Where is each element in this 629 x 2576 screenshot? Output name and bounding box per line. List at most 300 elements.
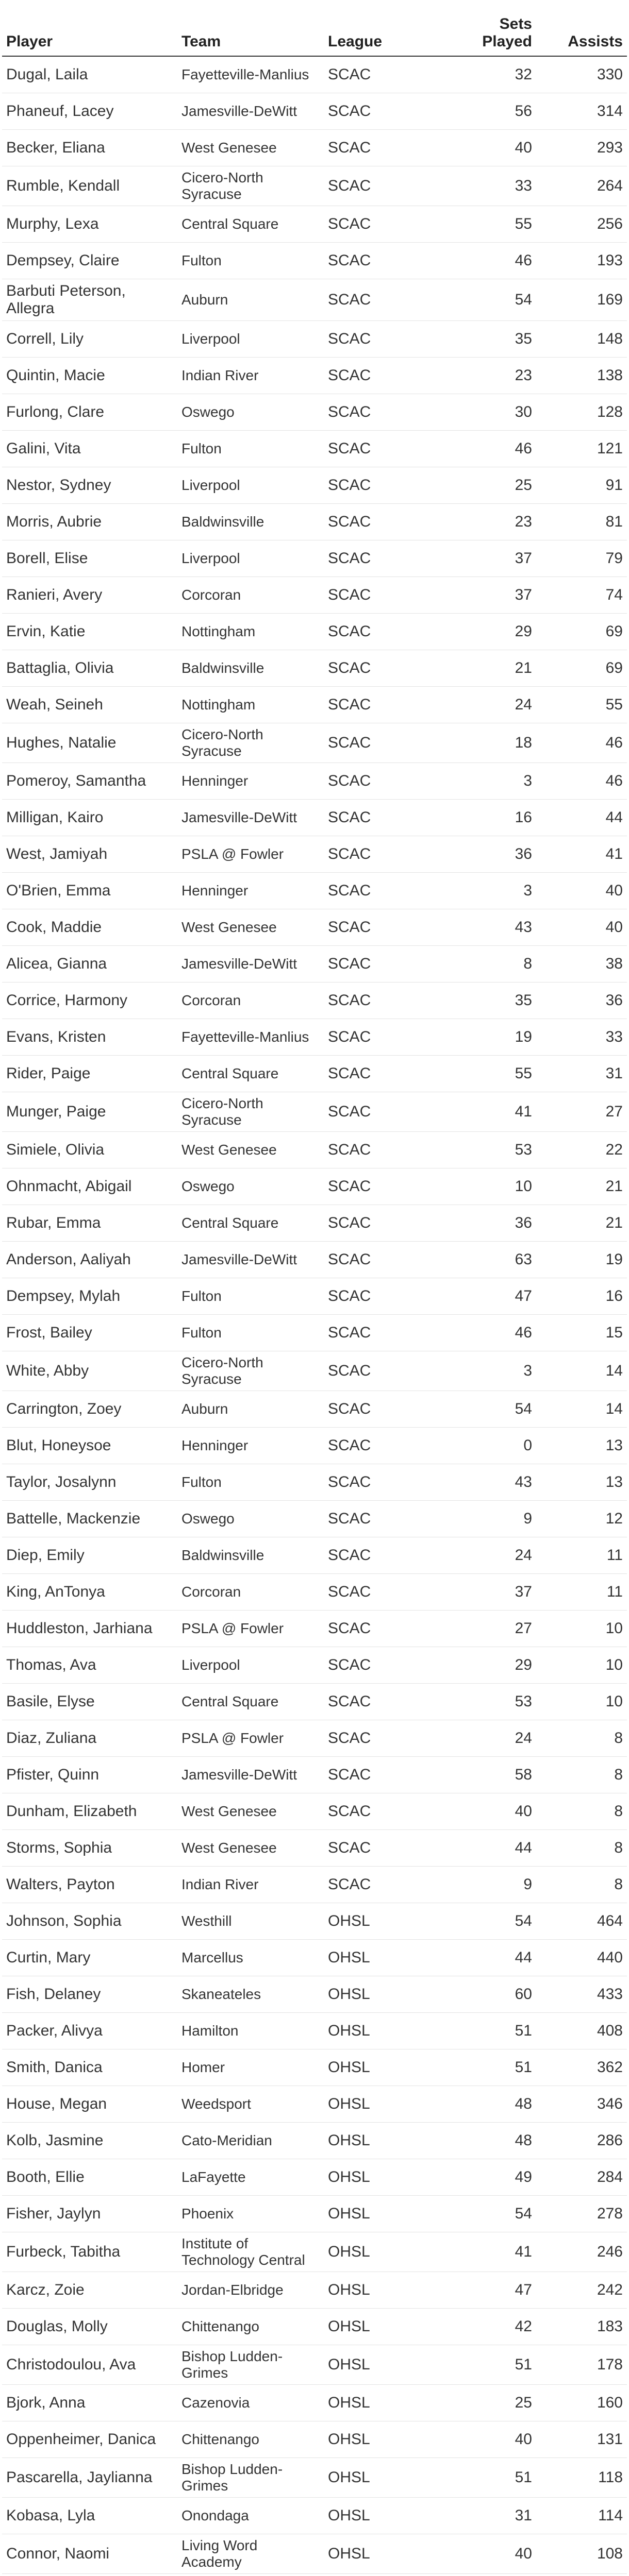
player-cell: Morris, Aubrie [2,503,177,540]
player-cell: Huddleston, Jarhiana [2,1610,177,1647]
sets-played-cell: 55 [458,206,536,242]
league-cell: SCAC [324,206,458,242]
table-row [2,1019,627,1055]
assists-cell: 346 [536,2086,627,2122]
header-row [2,7,627,56]
player-cell: Storms, Sophia [2,1829,177,1866]
player-cell: Rumble, Kendall [2,166,177,206]
table-row [2,2012,627,2049]
sets-played-cell: 3 [458,1351,536,1391]
table-row [2,2272,627,2308]
assists-cell [536,2573,627,2576]
team-cell [177,2573,324,2576]
assists-cell: 40 [536,909,627,945]
assists-cell: 433 [536,1976,627,2012]
team-cell: Westhill [177,1903,324,1939]
table-row [2,357,627,394]
league-cell: SCAC [324,1019,458,1055]
table-row [2,93,627,129]
league-cell: SCAC [324,1427,458,1464]
team-cell: Auburn [177,1391,324,1427]
assists-cell: 55 [536,686,627,723]
team-cell: Jamesville-DeWitt [177,1241,324,1278]
assists-cell: 148 [536,320,627,357]
player-cell: Taylor, Josalynn [2,1464,177,1500]
table-row [2,1976,627,2012]
sets-played-cell: 30 [458,394,536,430]
table-row [2,1131,627,1168]
table-row [2,1866,627,1903]
column-header-sets-played[interactable]: Sets Played [458,7,536,56]
table-row [2,1168,627,1205]
league-cell: SCAC [324,540,458,577]
player-cell: Quintin, Macie [2,357,177,394]
player-cell: Nestor, Sydney [2,467,177,503]
team-cell: Phoenix [177,2195,324,2232]
sets-played-cell: 51 [458,2458,536,2497]
table-row [2,872,627,909]
sets-played-cell: 51 [458,2012,536,2049]
team-cell: Bishop Ludden-Grimes [177,2345,324,2384]
sets-played-cell: 58 [458,1756,536,1793]
table-row [2,2345,627,2384]
sets-played-cell: 32 [458,56,536,93]
league-cell: SCAC [324,1866,458,1903]
league-cell: SCAC [324,242,458,279]
league-cell: OHSL [324,2195,458,2232]
sets-played-cell: 16 [458,799,536,836]
player-cell: Karcz, Zoie [2,2272,177,2308]
table-row [2,836,627,872]
table-row [2,1464,627,1500]
assists-cell: 8 [536,1720,627,1756]
player-cell: Weah, Seineh [2,686,177,723]
player-cell: Correll, Lily [2,320,177,357]
player-cell: Milligan, Kairo [2,799,177,836]
league-cell: OHSL [324,1903,458,1939]
player-cell: Diep, Emily [2,1537,177,1573]
team-cell: Marcellus [177,1939,324,1976]
league-cell: OHSL [324,2122,458,2159]
sets-played-cell: 53 [458,1683,536,1720]
sets-played-cell [458,2573,536,2576]
league-cell: SCAC [324,1793,458,1829]
sets-played-cell: 42 [458,2308,536,2345]
team-cell: Henninger [177,762,324,799]
sets-played-cell: 33 [458,166,536,206]
table-row [2,2308,627,2345]
table-row [2,1610,627,1647]
player-cell [2,2573,177,2576]
assists-table [2,7,627,2576]
player-cell: Thomas, Ava [2,1647,177,1683]
player-cell: Rider, Paige [2,1055,177,1092]
player-cell: Hughes, Natalie [2,723,177,762]
league-cell: SCAC [324,1278,458,1314]
sets-played-cell: 56 [458,93,536,129]
team-cell: West Genesee [177,129,324,166]
assists-cell: 284 [536,2159,627,2195]
team-cell: Chittenango [177,2308,324,2345]
league-cell: OHSL [324,2159,458,2195]
assists-cell: 10 [536,1683,627,1720]
table-row [2,129,627,166]
team-cell: PSLA @ Fowler [177,1610,324,1647]
player-cell: Ohnmacht, Abigail [2,1168,177,1205]
assists-cell: 91 [536,467,627,503]
sets-played-cell: 29 [458,1647,536,1683]
assists-cell: 114 [536,2497,627,2534]
assists-cell: 293 [536,129,627,166]
player-cell: Borell, Elise [2,540,177,577]
team-cell: Living Word Academy [177,2534,324,2573]
table-row [2,467,627,503]
team-cell: Jamesville-DeWitt [177,799,324,836]
table-row [2,982,627,1019]
team-cell: Cazenovia [177,2384,324,2421]
league-cell: SCAC [324,613,458,650]
sets-played-cell: 54 [458,279,536,320]
team-cell: Skaneateles [177,1976,324,2012]
league-cell: SCAC [324,945,458,982]
column-header-assists[interactable]: Assists [536,7,627,56]
player-cell: Fish, Delaney [2,1976,177,2012]
league-cell: SCAC [324,1055,458,1092]
sets-played-cell: 63 [458,1241,536,1278]
league-cell: SCAC [324,836,458,872]
assists-cell: 38 [536,945,627,982]
player-cell: House, Megan [2,2086,177,2122]
table-row [2,166,627,206]
player-cell: Kobasa, Lyla [2,2497,177,2534]
assists-cell: 138 [536,357,627,394]
player-cell: Furbeck, Tabitha [2,2232,177,2272]
league-cell: SCAC [324,1537,458,1573]
team-cell: Henninger [177,1427,324,1464]
sets-played-cell: 46 [458,430,536,467]
sets-played-cell: 24 [458,1720,536,1756]
sets-played-cell: 48 [458,2122,536,2159]
assists-cell: 74 [536,577,627,613]
league-cell: OHSL [324,2308,458,2345]
league-cell: SCAC [324,1168,458,1205]
sets-played-cell: 36 [458,836,536,872]
league-cell: OHSL [324,2272,458,2308]
player-cell: Ervin, Katie [2,613,177,650]
player-cell: Dempsey, Claire [2,242,177,279]
player-cell: Frost, Bailey [2,1314,177,1351]
table-row [2,1939,627,1976]
player-cell: Cook, Maddie [2,909,177,945]
league-cell: SCAC [324,1314,458,1351]
column-header-league[interactable]: League [324,7,458,56]
player-cell: Phaneuf, Lacey [2,93,177,129]
team-cell: Central Square [177,1205,324,1241]
sets-played-cell: 31 [458,2497,536,2534]
league-cell: SCAC [324,279,458,320]
table-row [2,2573,627,2576]
team-cell: Central Square [177,1055,324,1092]
table-row [2,2122,627,2159]
sets-played-cell: 27 [458,1610,536,1647]
sets-played-cell: 21 [458,650,536,686]
assists-cell: 131 [536,2421,627,2458]
team-cell: Onondaga [177,2497,324,2534]
sets-played-cell: 40 [458,2534,536,2573]
sets-played-cell: 53 [458,1131,536,1168]
league-cell: SCAC [324,129,458,166]
player-cell: Douglas, Molly [2,2308,177,2345]
player-cell: Christodoulou, Ava [2,2345,177,2384]
league-cell: OHSL [324,2534,458,2573]
sets-played-cell: 36 [458,1205,536,1241]
table-row [2,1278,627,1314]
player-cell: Evans, Kristen [2,1019,177,1055]
assists-cell: 46 [536,723,627,762]
team-cell: Nottingham [177,686,324,723]
player-cell: King, AnTonya [2,1573,177,1610]
league-cell: SCAC [324,320,458,357]
team-cell: Liverpool [177,540,324,577]
player-cell: Furlong, Clare [2,394,177,430]
sets-played-cell: 60 [458,1976,536,2012]
table-row [2,723,627,762]
assists-cell: 41 [536,836,627,872]
player-cell: Battaglia, Olivia [2,650,177,686]
player-cell: Pomeroy, Samantha [2,762,177,799]
league-cell: SCAC [324,166,458,206]
league-cell: SCAC [324,1205,458,1241]
assists-cell: 242 [536,2272,627,2308]
assists-cell: 169 [536,279,627,320]
sets-played-cell: 10 [458,1168,536,1205]
table-row [2,2049,627,2086]
team-cell: Cicero-North Syracuse [177,723,324,762]
league-cell: SCAC [324,1391,458,1427]
sets-played-cell: 40 [458,129,536,166]
sets-played-cell: 44 [458,1939,536,1976]
assists-cell: 81 [536,503,627,540]
player-cell: Kolb, Jasmine [2,2122,177,2159]
column-header-team[interactable]: Team [177,7,324,56]
league-cell: SCAC [324,1092,458,1131]
sets-played-cell: 3 [458,872,536,909]
table-row [2,1241,627,1278]
assists-cell: 15 [536,1314,627,1351]
team-cell: Central Square [177,206,324,242]
table-row [2,1793,627,1829]
team-cell: Jamesville-DeWitt [177,945,324,982]
assists-cell: 21 [536,1205,627,1241]
team-cell: Auburn [177,279,324,320]
table-row [2,2086,627,2122]
assists-cell: 44 [536,799,627,836]
league-cell: OHSL [324,2458,458,2497]
table-row [2,1205,627,1241]
assists-cell: 14 [536,1351,627,1391]
player-cell: Connor, Naomi [2,2534,177,2573]
sets-played-cell: 37 [458,540,536,577]
sets-played-cell: 49 [458,2159,536,2195]
team-cell: West Genesee [177,1131,324,1168]
league-cell: OHSL [324,2086,458,2122]
table-row [2,2458,627,2497]
table-row [2,1092,627,1131]
table-row [2,1314,627,1351]
table-row [2,2232,627,2272]
league-cell: SCAC [324,1500,458,1537]
player-cell: Curtin, Mary [2,1939,177,1976]
team-cell: Jamesville-DeWitt [177,1756,324,1793]
assists-cell: 69 [536,650,627,686]
league-cell: SCAC [324,1131,458,1168]
table-row [2,909,627,945]
league-cell: SCAC [324,577,458,613]
league-cell: SCAC [324,799,458,836]
team-cell: Fulton [177,430,324,467]
assists-cell: 31 [536,1055,627,1092]
assists-cell: 13 [536,1427,627,1464]
league-cell: SCAC [324,467,458,503]
league-cell: SCAC [324,503,458,540]
league-cell: OHSL [324,1939,458,1976]
assists-cell: 13 [536,1464,627,1500]
assists-cell: 40 [536,872,627,909]
league-cell: SCAC [324,762,458,799]
player-cell: Pascarella, Jaylianna [2,2458,177,2497]
sets-played-cell: 55 [458,1055,536,1092]
player-cell: Dempsey, Mylah [2,1278,177,1314]
table-row [2,1903,627,1939]
team-cell: Cicero-North Syracuse [177,1351,324,1391]
assists-cell: 8 [536,1866,627,1903]
player-cell: Becker, Eliana [2,129,177,166]
team-cell: Baldwinsville [177,503,324,540]
team-cell: West Genesee [177,1829,324,1866]
assists-cell: 128 [536,394,627,430]
column-header-player[interactable]: Player [2,7,177,56]
league-cell: SCAC [324,1829,458,1866]
assists-cell: 10 [536,1647,627,1683]
table-row [2,1829,627,1866]
assists-cell: 8 [536,1756,627,1793]
sets-played-cell: 9 [458,1866,536,1903]
sets-played-cell: 54 [458,2195,536,2232]
team-cell: Henninger [177,872,324,909]
team-cell: Fulton [177,1464,324,1500]
assists-cell: 8 [536,1793,627,1829]
assists-cell: 246 [536,2232,627,2272]
team-cell: PSLA @ Fowler [177,1720,324,1756]
player-cell: Simiele, Olivia [2,1131,177,1168]
sets-played-cell: 24 [458,1537,536,1573]
player-cell: Ranieri, Avery [2,577,177,613]
table-row [2,394,627,430]
team-cell: Fulton [177,1314,324,1351]
team-cell: Corcoran [177,982,324,1019]
player-cell: O'Brien, Emma [2,872,177,909]
assists-cell: 183 [536,2308,627,2345]
player-cell: Alicea, Gianna [2,945,177,982]
player-cell: Diaz, Zuliana [2,1720,177,1756]
league-cell: OHSL [324,2421,458,2458]
assists-cell: 46 [536,762,627,799]
table-row [2,320,627,357]
team-cell: Jamesville-DeWitt [177,93,324,129]
team-cell: Fayetteville-Manlius [177,1019,324,1055]
league-cell: SCAC [324,1720,458,1756]
assists-cell: 178 [536,2345,627,2384]
league-cell: SCAC [324,723,458,762]
team-cell: Bishop Ludden-Grimes [177,2458,324,2497]
team-cell: West Genesee [177,909,324,945]
table-row [2,2421,627,2458]
league-cell: OHSL [324,2012,458,2049]
table-row [2,650,627,686]
table-row [2,1391,627,1427]
player-cell: Oppenheimer, Danica [2,2421,177,2458]
assists-cell: 11 [536,1537,627,1573]
assists-cell: 19 [536,1241,627,1278]
table-row [2,1683,627,1720]
team-cell: Homer [177,2049,324,2086]
assists-cell: 22 [536,1131,627,1168]
assists-cell: 10 [536,1610,627,1647]
sets-played-cell: 40 [458,1793,536,1829]
team-cell: Liverpool [177,1647,324,1683]
team-cell: Oswego [177,1500,324,1537]
player-cell: Dugal, Laila [2,56,177,93]
team-cell: Fulton [177,1278,324,1314]
table-row [2,1573,627,1610]
team-cell: Jordan-Elbridge [177,2272,324,2308]
assists-cell: 36 [536,982,627,1019]
sets-played-cell: 23 [458,357,536,394]
assists-cell: 12 [536,1500,627,1537]
player-cell: Fisher, Jaylyn [2,2195,177,2232]
league-cell: SCAC [324,1610,458,1647]
league-cell: SCAC [324,394,458,430]
assists-cell: 108 [536,2534,627,2573]
league-cell: SCAC [324,1683,458,1720]
team-cell: Indian River [177,1866,324,1903]
team-cell: PSLA @ Fowler [177,836,324,872]
sets-played-cell: 47 [458,1278,536,1314]
sets-played-cell: 46 [458,1314,536,1351]
team-cell: Fulton [177,242,324,279]
team-cell: Oswego [177,1168,324,1205]
sets-played-cell: 43 [458,1464,536,1500]
league-cell: OHSL [324,2497,458,2534]
table-body [2,56,627,2576]
table-row [2,540,627,577]
sets-played-cell: 8 [458,945,536,982]
league-cell: OHSL [324,2384,458,2421]
team-cell: Baldwinsville [177,1537,324,1573]
assists-cell: 314 [536,93,627,129]
player-cell: Dunham, Elizabeth [2,1793,177,1829]
league-cell [324,2573,458,2576]
league-cell: SCAC [324,1241,458,1278]
player-cell: Johnson, Sophia [2,1903,177,1939]
team-cell: Indian River [177,357,324,394]
table-row [2,430,627,467]
assists-cell: 69 [536,613,627,650]
table-row [2,1500,627,1537]
sets-played-cell: 18 [458,723,536,762]
table-row [2,1537,627,1573]
assists-cell: 440 [536,1939,627,1976]
